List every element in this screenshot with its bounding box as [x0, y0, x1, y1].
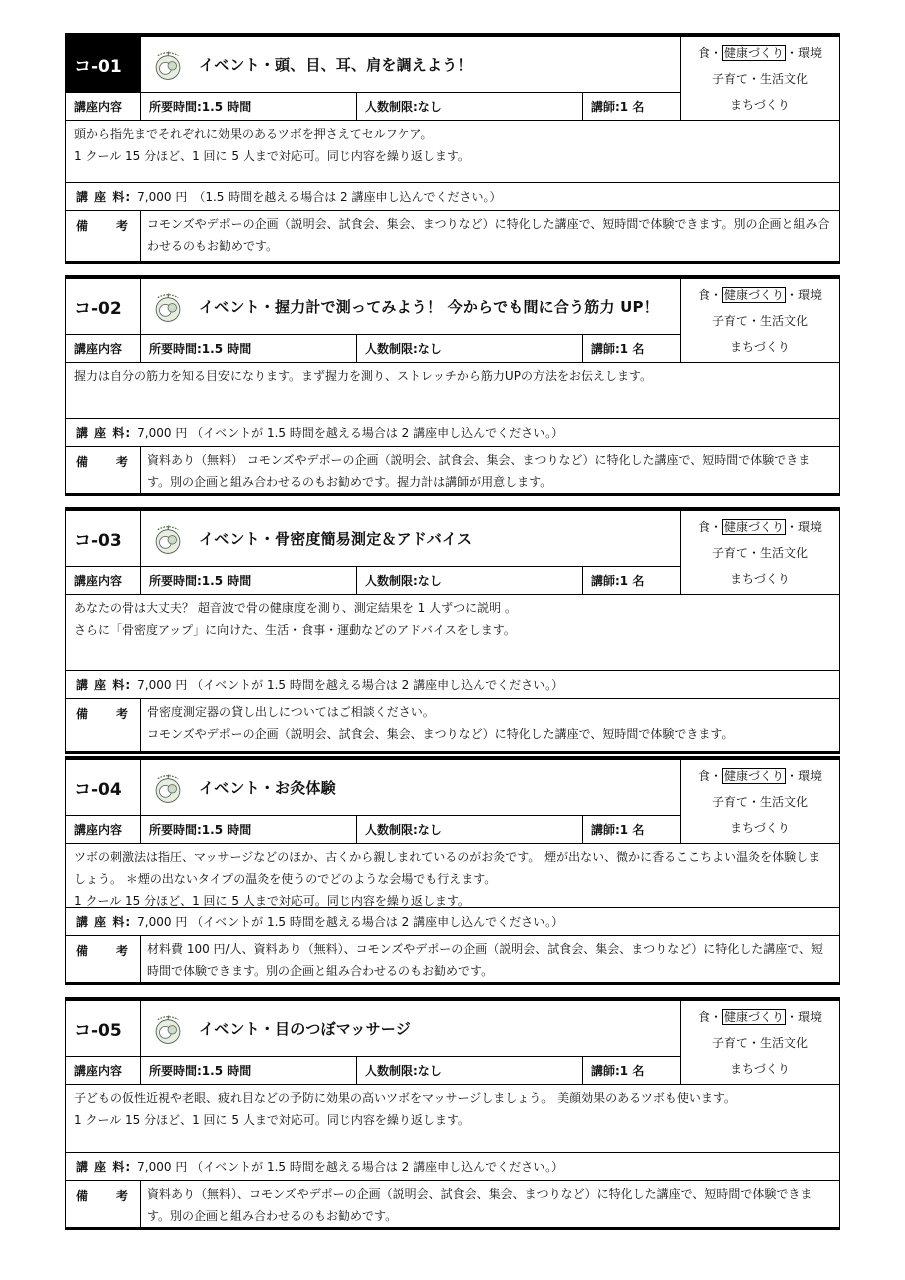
description-line: さらに「骨密度アップ」に向けた、生活・食事・運動などのアドバイスをします。 — [74, 623, 516, 637]
description-line: 子どもの仮性近視や老眼、疲れ目などの予防に効果の高いツボをマッサージしましょう。 美顔効果のあるツボも使います。 — [74, 1091, 736, 1105]
description-line: 頭から指先までそれぞれに効果のあるツボを押さえてセルフケア。 — [74, 127, 433, 141]
fee-label: 講 座 料: — [76, 915, 132, 929]
course-card — [65, 275, 840, 496]
description-line: 1 クール 15 分ほど、1 回に 5 人まで対応可。同じ内容を繰り返します。 — [74, 1113, 470, 1127]
course-title: イベント・頭、目、耳、肩を調えよう！ — [199, 56, 473, 74]
lecturer-count: 講師:1 名 — [583, 567, 681, 595]
capacity: 人数制限:なし — [357, 335, 583, 363]
course-title-cell — [141, 37, 681, 93]
category-health-selected: 健康づくり — [723, 1010, 784, 1025]
content-label: 講座内容 — [66, 1057, 141, 1085]
category-line-2: 子育て・生活文化 — [711, 71, 808, 86]
course-code: コ-01 — [66, 37, 141, 93]
remarks-label: 備 考 — [66, 936, 141, 982]
fee-row — [66, 671, 839, 699]
category-list — [681, 760, 839, 844]
capacity: 人数制限:なし — [357, 1057, 583, 1085]
fee-value: 7,000 円 （イベントが 1.5 時間を越える場合は 2 講座申し込んでください。） — [137, 1160, 564, 1174]
remarks-label: 備 考 — [66, 1181, 141, 1227]
fee-label: 講 座 料: — [76, 1160, 132, 1174]
fee-value: 7,000 円 （イベントが 1.5 時間を越える場合は 2 講座申し込んでください。） — [137, 678, 564, 692]
apple-mascot-icon — [151, 1012, 185, 1046]
course-code: コ-02 — [66, 279, 141, 335]
fee-label: 講 座 料: — [76, 678, 132, 692]
course-description — [66, 595, 839, 671]
remarks-text — [141, 936, 839, 982]
category-line-1: 食・ 健康づくり ・環境 — [697, 520, 823, 535]
remarks-line: 材料費 100 円/人、資料あり（無料）、コモンズやデポーの企画（説明会、試食会、集会、まつりなど）に特化した講座で、短時間で体験できます。別の企画と組み合わせるのもお勧めです。 — [147, 942, 823, 978]
remarks-label: 備 考 — [66, 699, 141, 751]
remarks-label: 備 考 — [66, 447, 141, 493]
remarks-text — [141, 447, 839, 493]
category-line-2: 子育て・生活文化 — [711, 545, 808, 560]
capacity: 人数制限:なし — [357, 93, 583, 121]
fee-row — [66, 908, 839, 936]
fee-label: 講 座 料: — [76, 190, 132, 204]
category-list — [681, 279, 839, 363]
apple-mascot-icon — [151, 48, 185, 82]
remarks-text — [141, 699, 839, 751]
description-line: あなたの骨は大丈夫？ 超音波で骨の健康度を測り、測定結果を 1 人ずつに説明 。 — [74, 601, 517, 615]
description-line: 握力は自分の筋力を知る目安になります。まず握力を測り、ストレッチから筋力UPの方法をお伝えします。 — [74, 369, 652, 383]
category-line-1: 食・ 健康づくり ・環境 — [697, 46, 823, 61]
duration: 所要時間:1.5 時間 — [141, 816, 357, 844]
category-line-1: 食・ 健康づくり ・環境 — [697, 769, 823, 784]
fee-label: 講 座 料: — [76, 426, 132, 440]
course-code: コ-03 — [66, 511, 141, 567]
course-title: イベント・お灸体験 — [199, 779, 336, 797]
duration: 所要時間:1.5 時間 — [141, 335, 357, 363]
remarks-line: 骨密度測定器の貸し出しについてはご相談ください。 — [147, 705, 435, 719]
category-line-3: まちづくり — [730, 571, 790, 586]
fee-row — [66, 183, 839, 211]
course-card — [65, 33, 840, 264]
course-card — [65, 997, 840, 1230]
apple-mascot-icon — [151, 771, 185, 805]
duration: 所要時間:1.5 時間 — [141, 1057, 357, 1085]
category-health-selected: 健康づくり — [723, 288, 784, 303]
course-code: コ-04 — [66, 760, 141, 816]
duration: 所要時間:1.5 時間 — [141, 567, 357, 595]
course-description — [66, 363, 839, 419]
category-line-3: まちづくり — [730, 1061, 790, 1076]
fee-value: 7,000 円 （1.5 時間を越える場合は 2 講座申し込んでください。） — [137, 190, 502, 204]
course-code: コ-05 — [66, 1001, 141, 1057]
course-description — [66, 1085, 839, 1153]
content-label: 講座内容 — [66, 816, 141, 844]
course-card — [65, 507, 840, 754]
category-list — [681, 511, 839, 595]
category-list — [681, 1001, 839, 1085]
capacity: 人数制限:なし — [357, 567, 583, 595]
course-title-cell — [141, 511, 681, 567]
course-title-cell — [141, 279, 681, 335]
fee-value: 7,000 円 （イベントが 1.5 時間を越える場合は 2 講座申し込んでください。） — [137, 426, 564, 440]
remarks-line: コモンズやデポーの企画（説明会、試食会、集会、まつりなど）に特化した講座で、短時間で体験できます。 — [147, 727, 734, 741]
content-label: 講座内容 — [66, 93, 141, 121]
remarks-text — [141, 1181, 839, 1227]
course-title-cell — [141, 760, 681, 816]
course-title: イベント・目のつぼマッサージ — [199, 1020, 411, 1038]
fee-row — [66, 1153, 839, 1181]
apple-mascot-icon — [151, 522, 185, 556]
remarks-line: 資料あり（無料）、コモンズやデポーの企画（説明会、試食会、集会、まつりなど）に特化した講座で、短時間で体験できます。別の企画と組み合わせるのもお勧めです。 — [147, 1187, 813, 1223]
category-list — [681, 37, 839, 121]
lecturer-count: 講師:1 名 — [583, 335, 681, 363]
course-title-cell — [141, 1001, 681, 1057]
remarks-label: 備 考 — [66, 211, 141, 261]
category-health-selected: 健康づくり — [723, 520, 784, 535]
course-title: イベント・握力計で測ってみよう！ 今からでも間に合う筋力 UP！ — [199, 298, 659, 316]
remarks-text — [141, 211, 839, 261]
apple-mascot-icon — [151, 290, 185, 324]
category-line-2: 子育て・生活文化 — [711, 313, 808, 328]
lecturer-count: 講師:1 名 — [583, 816, 681, 844]
course-description — [66, 121, 839, 183]
course-description — [66, 844, 839, 908]
category-line-3: まちづくり — [730, 339, 790, 354]
description-line: 1 クール 15 分ほど、1 回に 5 人まで対応可。同じ内容を繰り返します。 — [74, 894, 470, 908]
course-title: イベント・骨密度簡易測定＆アドバイス — [199, 530, 473, 548]
category-health-selected: 健康づくり — [723, 46, 784, 61]
content-label: 講座内容 — [66, 567, 141, 595]
category-line-3: まちづくり — [730, 820, 790, 835]
content-label: 講座内容 — [66, 335, 141, 363]
course-card — [65, 756, 840, 985]
category-line-3: まちづくり — [730, 97, 790, 112]
remarks-line: コモンズやデポーの企画（説明会、試食会、集会、まつりなど）に特化した講座で、短時間で体験できます。別の企画と組み合わせるのもお勧めです。 — [147, 217, 830, 253]
category-line-1: 食・ 健康づくり ・環境 — [697, 1010, 823, 1025]
category-line-2: 子育て・生活文化 — [711, 1035, 808, 1050]
lecturer-count: 講師:1 名 — [583, 93, 681, 121]
description-line: ツボの刺激法は指圧、マッサージなどのほか、古くから親しまれているのがお灸です。 煙が出ない、微かに香るここちよい温灸を体験しましょう。 ＊煙の出ないタイプの温灸を使うのでどのような会場でも行えます。 — [74, 850, 821, 886]
capacity: 人数制限:なし — [357, 816, 583, 844]
category-line-2: 子育て・生活文化 — [711, 794, 808, 809]
category-health-selected: 健康づくり — [723, 769, 784, 784]
fee-row — [66, 419, 839, 447]
category-line-1: 食・ 健康づくり ・環境 — [697, 288, 823, 303]
fee-value: 7,000 円 （イベントが 1.5 時間を越える場合は 2 講座申し込んでください。） — [137, 915, 564, 929]
description-line: 1 クール 15 分ほど、1 回に 5 人まで対応可。同じ内容を繰り返します。 — [74, 149, 470, 163]
remarks-line: 資料あり（無料） コモンズやデポーの企画（説明会、試食会、集会、まつりなど）に特化した講座で、短時間で体験できます。別の企画と組み合わせるのもお勧めです。握力計は講師が用意します。 — [147, 453, 811, 489]
lecturer-count: 講師:1 名 — [583, 1057, 681, 1085]
duration: 所要時間:1.5 時間 — [141, 93, 357, 121]
